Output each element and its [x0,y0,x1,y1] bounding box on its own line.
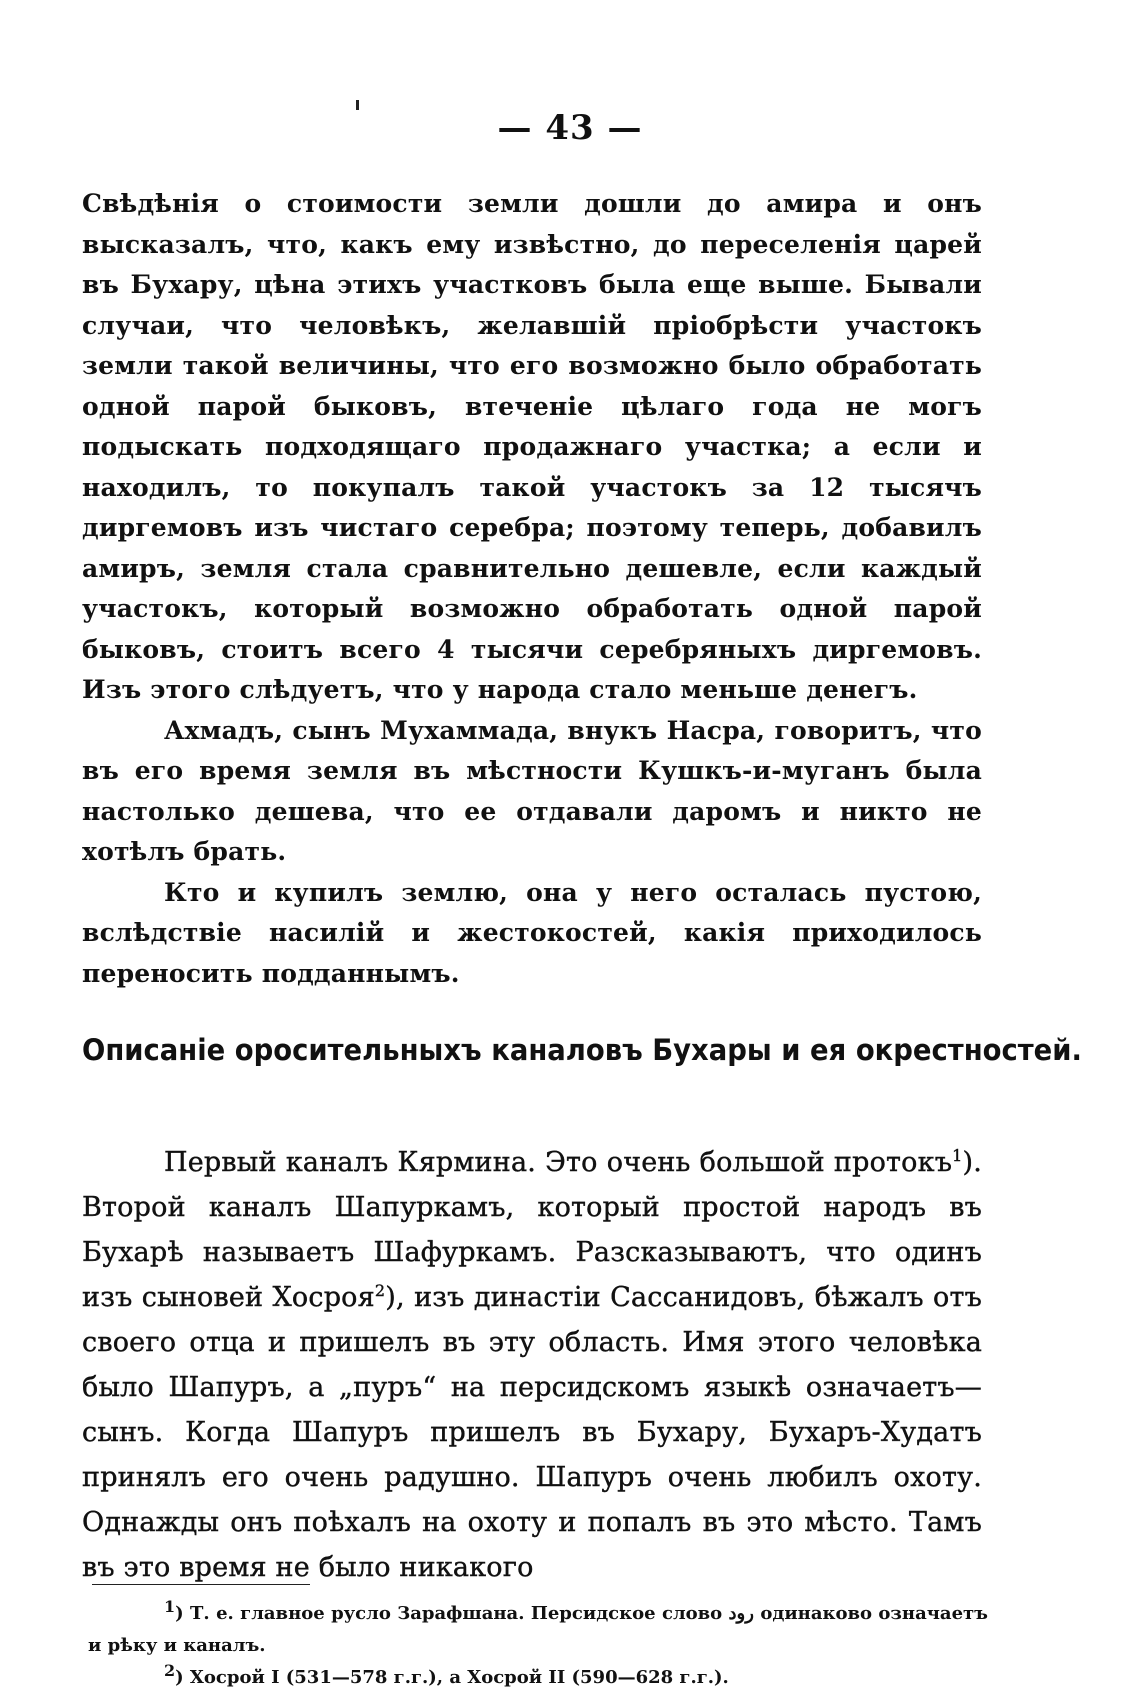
footnote-1-text: ) Т. е. главное русло Зарафшана. Персидское слово رود одинаково означаетъ и рѣку и каналъ. [88,1603,988,1656]
footnotes [88,1598,988,1694]
footnote-ref-1[interactable]: 1 [952,1146,963,1165]
footnote-divider [92,1584,310,1585]
footnote-mark-2: 2 [164,1661,176,1680]
paragraph-canals [82,1140,982,1590]
canals-text [82,1140,982,1590]
paragraph-ahmad: Ахмадъ, сынъ Мухаммада, внукъ Насра, говоритъ, что въ его время земля въ мѣстности Кушкъ-и-муганъ была настолько дешева, что ее отдавали даромъ и никто не хотѣлъ брать. [82,715,982,866]
section-heading: Описаніе оросительныхъ каналовъ Бухары и ея окрестностей. [82,1033,1082,1067]
paragraph-empty-land: Кто и купилъ землю, она у него осталась пустою, вслѣдствіе насилій и жестокостей, какія приходилось переносить подданнымъ. [82,877,982,988]
footnote-ref-2[interactable]: 2 [374,1281,386,1300]
canals-text-part-2: ). Второй каналъ Шапуркамъ, который простой народъ въ Бухарѣ называетъ Шафуркамъ. Разсказываютъ, что одинъ изъ сыновей Хосроя [82,1147,982,1313]
footnote-2 [88,1662,988,1694]
footnote-2-text: ) Хосрой I (531—578 г.г.), а Хосрой II (590—628 г.г.). [175,1667,729,1688]
footnote-mark-1: 1 [164,1597,176,1616]
page-number: — 43 — [497,108,643,148]
canals-text-part-3: ), изъ династіи Сассанидовъ, бѣжалъ отъ своего отца и пришелъ въ эту область. Имя этого человѣка было Шапуръ, а „пуръ“ на персидскомъ языкѣ означаетъ—сынъ. Когда Шапуръ пришелъ въ Бухару, Бухаръ-Худатъ принялъ его очень радушно. Шапуръ очень любилъ охоту. Однажды онъ поѣхалъ на охоту и попалъ въ это мѣсто. Тамъ въ это время не было никакого [82,1282,982,1583]
main-text [82,184,982,994]
footnote-1 [88,1598,988,1662]
canals-text-part-1: Первый каналъ Кярмина. Это очень большой протокъ [164,1147,953,1178]
paragraph-land-value: Свѣдѣнія о стоимости земли дошли до амира и онъ высказалъ, что, какъ ему извѣстно, до переселенія царей въ Бухару, цѣна этихъ участковъ была еще выше. Бывали случаи, что человѣкъ, желавшій пріобрѣсти участокъ земли такой величины, что его возможно было обработать одной парой быковъ, втеченіе цѣлаго года не могъ подыскать подходящаго продажнаго участка; а если и находилъ, то покупалъ такой участокъ за 12 тысячъ диргемовъ изъ чистаго серебра; поэтому теперь, добавилъ амиръ, земля стала сравнительно дешевле, если каждый участокъ, который возможно обработать одной парой быковъ, стоитъ всего 4 тысячи серебряныхъ диргемовъ. Изъ этого слѣдуетъ, что у народа стало меньше денегъ. [82,189,982,704]
